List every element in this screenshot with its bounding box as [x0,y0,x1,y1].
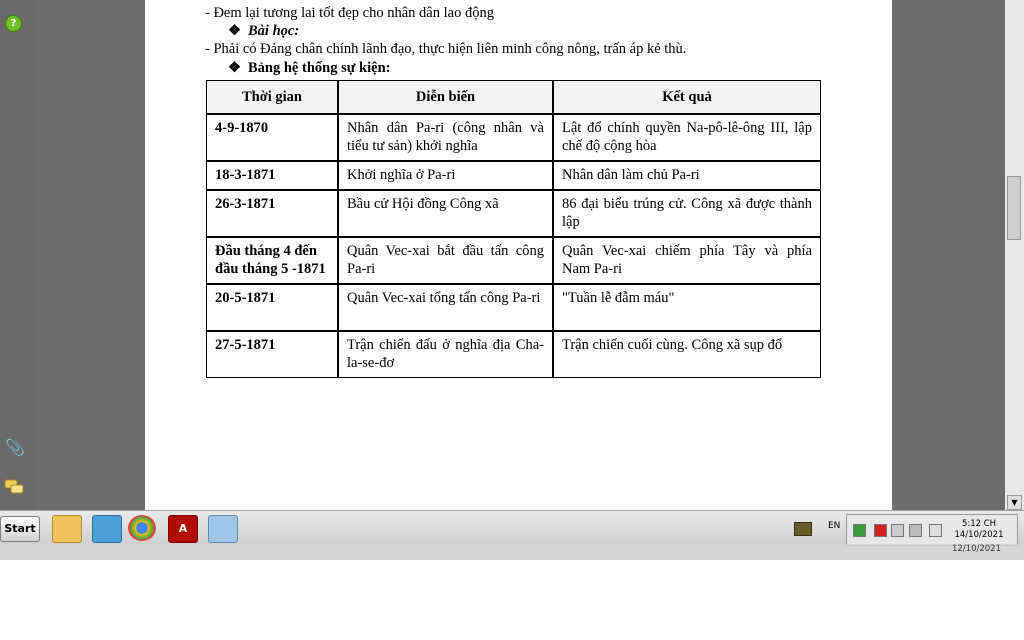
cell-result: "Tuần lễ đẫm máu" [553,284,821,331]
table-header-row [206,80,821,114]
pdf-reader-icon[interactable]: A [168,515,198,543]
lesson-heading [228,23,299,40]
navigation-pane [0,0,35,510]
scrollbar-thumb[interactable] [1007,176,1021,240]
start-button[interactable]: Start [0,516,40,542]
table-row [206,190,821,237]
taskbar [0,510,1024,560]
cell-progress: Quân Vec-xai tổng tấn công Pa-ri [338,284,553,331]
cell-time: 26-3-1871 [206,190,338,237]
taskbar-ghost-row [0,544,1024,560]
cell-time: 27-5-1871 [206,331,338,378]
document-page [145,0,892,510]
volume-icon[interactable] [929,524,942,537]
clock-date: 14/10/2021 [954,530,1004,540]
cell-time: 20-5-1871 [206,284,338,331]
cell-time: 18-3-1871 [206,161,338,190]
antivirus-icon[interactable] [853,524,866,537]
scroll-down-arrow-icon[interactable]: ▼ [1007,495,1022,510]
cell-result: Quân Vec-xai chiếm phía Tây và phía Nam Pa-ri [553,237,821,284]
media-player-icon[interactable] [92,515,122,543]
cell-progress: Bầu cử Hội đồng Công xã [338,190,553,237]
table-row [206,331,821,378]
bullet-icon: ❖ [228,23,241,39]
cell-progress: Trận chiến đấu ở nghĩa địa Cha-la-se-đơ [338,331,553,378]
paint-icon[interactable] [208,515,238,543]
help-icon[interactable]: ? [5,15,22,32]
keyboard-icon[interactable] [794,522,812,536]
doc-line: - Phải có Đảng chân chính lãnh đạo, thực hiện liên minh công nông, trấn áp kẻ thù. [205,41,687,57]
header-time: Thời gian [206,80,338,114]
cell-progress: Nhân dân Pa-ri (công nhân và tiểu tư sản) khởi nghĩa [338,114,553,161]
cell-time: Đầu tháng 4 đến đầu tháng 5 -1871 [206,237,338,284]
cell-result: Trận chiến cuối cùng. Công xã sụp đổ [553,331,821,378]
chrome-icon[interactable] [128,515,156,541]
taskbar-row [0,510,1024,545]
cell-time: 4-9-1870 [206,114,338,161]
ghost-date: 12/10/2021 [952,544,1001,554]
doc-line: - Đem lại tương lai tốt đẹp cho nhân dân lao động [205,5,494,21]
network-icon[interactable] [909,524,922,537]
cell-result: 86 đại biểu trúng cử. Công xã được thành lập [553,190,821,237]
vietkey-icon[interactable] [874,524,887,537]
clock[interactable] [949,519,1009,541]
table-heading [228,60,390,77]
vertical-scrollbar[interactable] [1005,0,1024,510]
cell-result: Nhân dân làm chủ Pa-ri [553,161,821,190]
header-result: Kết quả [553,80,821,114]
table-row [206,161,821,190]
events-table [206,80,821,378]
clock-time: 5:12 CH [961,519,997,529]
device-icon[interactable] [891,524,904,537]
cell-progress: Khởi nghĩa ở Pa-ri [338,161,553,190]
table-row [206,284,821,331]
header-progress: Diễn biến [338,80,553,114]
system-tray [846,514,1018,546]
table-heading-text: Bảng hệ thống sự kiện: [248,60,391,76]
bullet-icon: ❖ [228,60,241,76]
comments-icon[interactable] [4,479,24,495]
table-row [206,237,821,284]
cell-result: Lật đổ chính quyền Na-pô-lê-ông III, lập chế độ cộng hòa [553,114,821,161]
lesson-heading-text: Bài học: [248,23,300,39]
cell-progress: Quân Vec-xai bắt đầu tấn công Pa-ri [338,237,553,284]
language-indicator[interactable]: EN [828,521,841,531]
paperclip-icon[interactable]: 📎 [5,438,25,457]
folder-icon[interactable] [52,515,82,543]
table-row [206,114,821,161]
